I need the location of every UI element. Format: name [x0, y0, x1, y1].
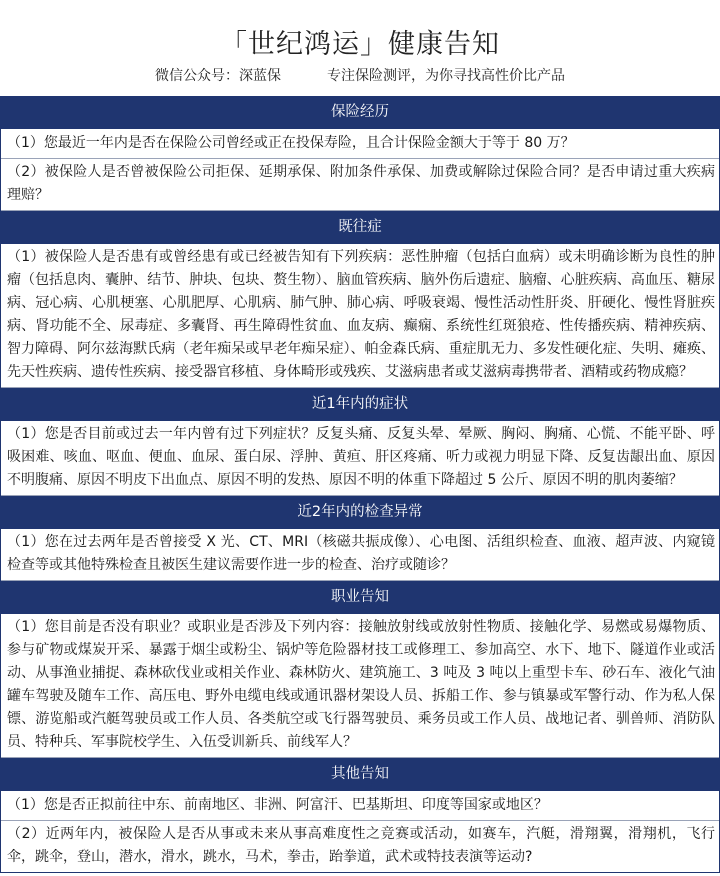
slogan: 专注保险测评，为你寻找高性价比产品 — [327, 68, 565, 84]
section-header-symptoms-1yr: 近1年内的症状 — [1, 388, 719, 421]
question-row: （1）被保险人是否患有或曾经患有或已经被告知有下列疾病：恶性肿瘤（包括白血病）或未明确诊断为良性的肿瘤（包括息肉、囊肿、结节、肿块、包块、赘生物）、脑血管疾病、脑外伤后遗症、脑瘤、心脏疾病、高血压、糖尿病、冠心病、心肌梗塞、心肌肥厚、心肌病、肺气肿、肺心病、呼吸衰竭、慢性活动性肝炎、肝硬化、慢性肾脏疾病、肾功能不全、尿毒症、多囊肾、再生障碍性贫血、血友病、癫痫、系统性红斑狼疮、性传播疾病、精神疾病、智力障碍、阿尔兹海默氏病（老年痴呆或早老年痴呆症）、帕金森氏病、重症肌无力、多发性硬化症、失明、瘫痪、先天性疾病、遗传性疾病、接受器官移植、身体畸形或残疾、艾滋病患者或艾滋病毒携带者、酒精或药物成瘾？ — [1, 244, 719, 388]
question-row: （1）您在过去两年是否曾接受 X 光、CT、MRI（核磁共振成像）、心电图、活组织检查、血液、超声波、内窥镜检查等或其他特殊检查且被医生建议需要作进一步的检查、治疗或随诊？ — [1, 529, 719, 581]
section-header-other: 其他告知 — [1, 758, 719, 791]
section-header-insurance-history: 保险经历 — [1, 96, 719, 129]
question-row: （2）近两年内，被保险人是否从事或未来从事高难度性之竞赛或活动，如赛车，汽艇，滑翔翼，滑翔机，飞行伞，跳伞，登山，潜水，滑水，跳水，马术，拳击，跆拳道，武术或特技表演等运动? — [1, 821, 719, 873]
page-title: 「世纪鸿运」健康告知 — [220, 29, 500, 60]
section-header-exam-abnormal-2yr: 近2年内的检查异常 — [1, 496, 719, 529]
section-header-occupation: 职业告知 — [1, 581, 719, 614]
question-row: （1）您是否正拟前往中东、前南地区、非洲、阿富汗、巴基斯坦、印度等国家或地区？ — [1, 791, 719, 821]
document-header — [0, 0, 720, 96]
question-row: （1）您目前是否没有职业？或职业是否涉及下列内容：接触放射线或放射性物质、接触化学、易燃或易爆物质、参与矿物或煤炭开采、暴露于烟尘或粉尘、锅炉等危险器材技工或修理工、参加高空、水下、地下、隧道作业或活动、从事渔业捕捉、森林砍伐业或相关作业、森林防火、建筑施工、3 吨及 3 吨以上重型卡车、砂石车、液化气油罐车驾驶及随车工作、高压电、野外电缆电线或通讯器材架设人员、拆船工作、参与镇暴或军警行动、作为私人保镖、游览船或汽艇驾驶员或工作人员、各类航空或飞行器驾驶员、乘务员或工作人员、战地记者、驯兽师、消防队员、特种兵、军事院校学生、入伍受训新兵、前线军人？ — [1, 614, 719, 758]
health-disclosure-table — [0, 96, 720, 873]
section-header-medical-history: 既往症 — [1, 211, 719, 244]
wechat-account: 微信公众号：深蓝保 — [155, 68, 281, 84]
page-subtitle — [0, 65, 720, 85]
question-row: （1）您最近一年内是否在保险公司曾经或正在投保寿险，且合计保险金额大于等于 80 万？ — [1, 129, 719, 159]
question-row: （2）被保险人是否曾被保险公司拒保、延期承保、附加条件承保、加费或解除过保险合同？是否申请过重大疾病理赔？ — [1, 159, 719, 211]
question-row: （1）您是否目前或过去一年内曾有过下列症状？反复头痛、反复头晕、晕厥、胸闷、胸痛、心慌、不能平卧、呼吸困难、咳血、呕血、便血、血尿、蛋白尿、浮肿、黄疸、肝区疼痛、听力或视力明显下降、反复齿龈出血、原因不明腹痛、原因不明皮下出血点、原因不明的发热、原因不明的体重下降超过 5 公斤、原因不明的肌肉萎缩？ — [1, 421, 719, 496]
